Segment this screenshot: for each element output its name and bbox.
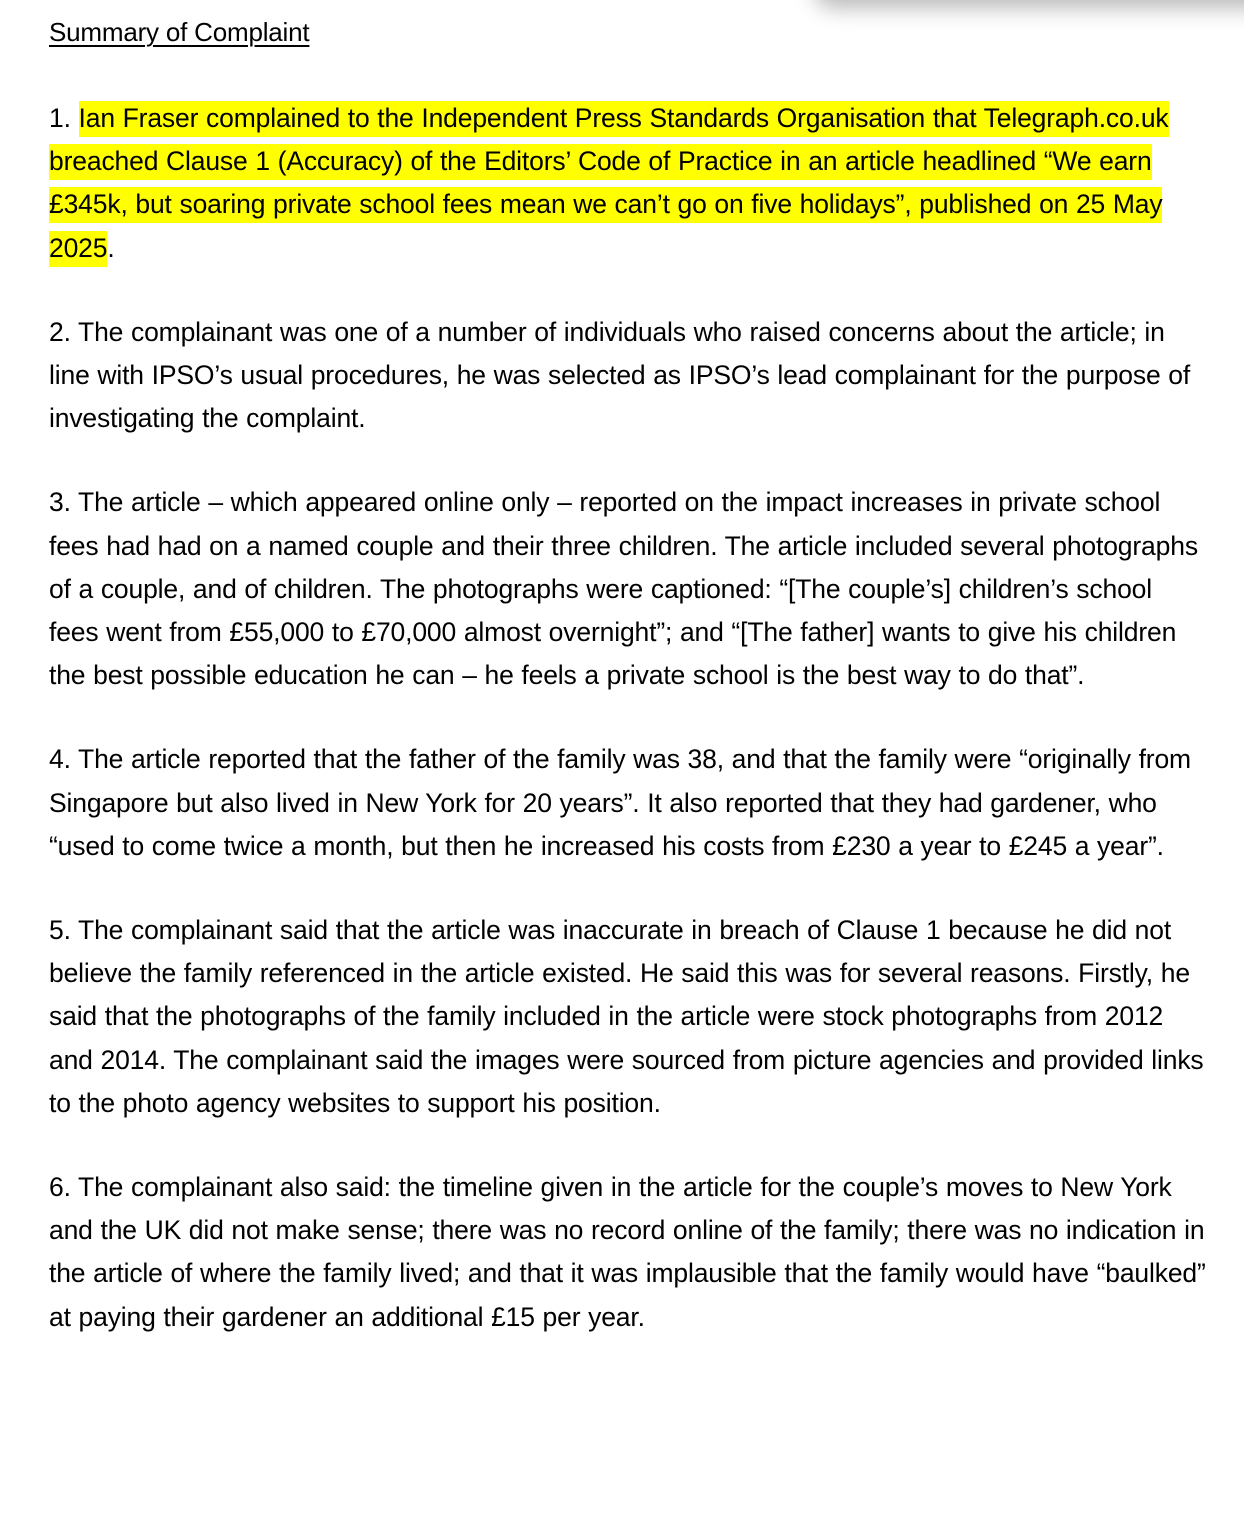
paragraph-number: 4. (49, 744, 71, 775)
paragraph-2 (49, 311, 1209, 441)
paragraph-text: The complainant said that the article was inaccurate in breach of Clause 1 because he did not believe the family referenced in the article existed. He said this was for several reasons. Firstly, he said that the photographs of the family included in the article were stock photographs from 2012 and 2014. The complainant said the images were sourced from picture agencies and provided links to the photo agency websites to support his position. (49, 915, 1204, 1118)
paragraph-number: 5. (49, 915, 71, 946)
paragraph-6 (49, 1166, 1209, 1339)
paragraph-text: The complainant also said: the timeline given in the article for the couple’s moves to New York and the UK did not make sense; there was no record online of the family; there was no indication in the article of where the family lived; and that it was implausible that the family would have “baulked” at paying their gardener an additional £15 per year. (49, 1172, 1206, 1332)
paragraph-text: The article reported that the father of the family was 38, and that the family were “originally from Singapore but also lived in New York for 20 years”. It also reported that they had gardener, who “used to come twice a month, but then he increased his costs from £230 a year to £245 a year”. (49, 744, 1191, 861)
paragraph-text: The complainant was one of a number of individuals who raised concerns about the article; in line with IPSO’s usual procedures, he was selected as IPSO’s lead complainant for the purpose of investigating the complaint. (49, 316, 1191, 434)
paragraph-text: . (107, 232, 115, 263)
paragraph-number: 6. (49, 1172, 71, 1203)
section-heading: Summary of Complaint (49, 17, 310, 47)
paragraph-4 (49, 738, 1209, 868)
paragraph-number: 3. (49, 487, 71, 518)
paragraph-number: 2. (49, 316, 71, 347)
paragraph-3 (49, 481, 1209, 697)
paragraph-number: 1. (49, 103, 71, 133)
highlighted-text[interactable]: Ian Fraser complained to the Independent Press Standards Organisation that Telegraph.co.uk breached Clause 1 (Accuracy) of the Editors’ Code of Practice in an article headlined “We earn £345k, but soaring private school fees mean we can’t go on five holidays”, published on 25 May 2025 (49, 101, 1169, 267)
document-body (49, 13, 1209, 1380)
paragraph-text: The article – which appeared online only – reported on the impact increases in private school fees had had on a named couple and their three children. The article included several photographs of a couple, and of children. The photographs were captioned: “[The couple’s] children’s school fees went from £55,000 to £70,000 almost overnight”; and “[The father] wants to give his children the best possible education he can – he feels a private school is the best way to do that”. (49, 487, 1198, 691)
paragraph-1 (49, 97, 1209, 270)
paragraph-5 (49, 909, 1209, 1125)
